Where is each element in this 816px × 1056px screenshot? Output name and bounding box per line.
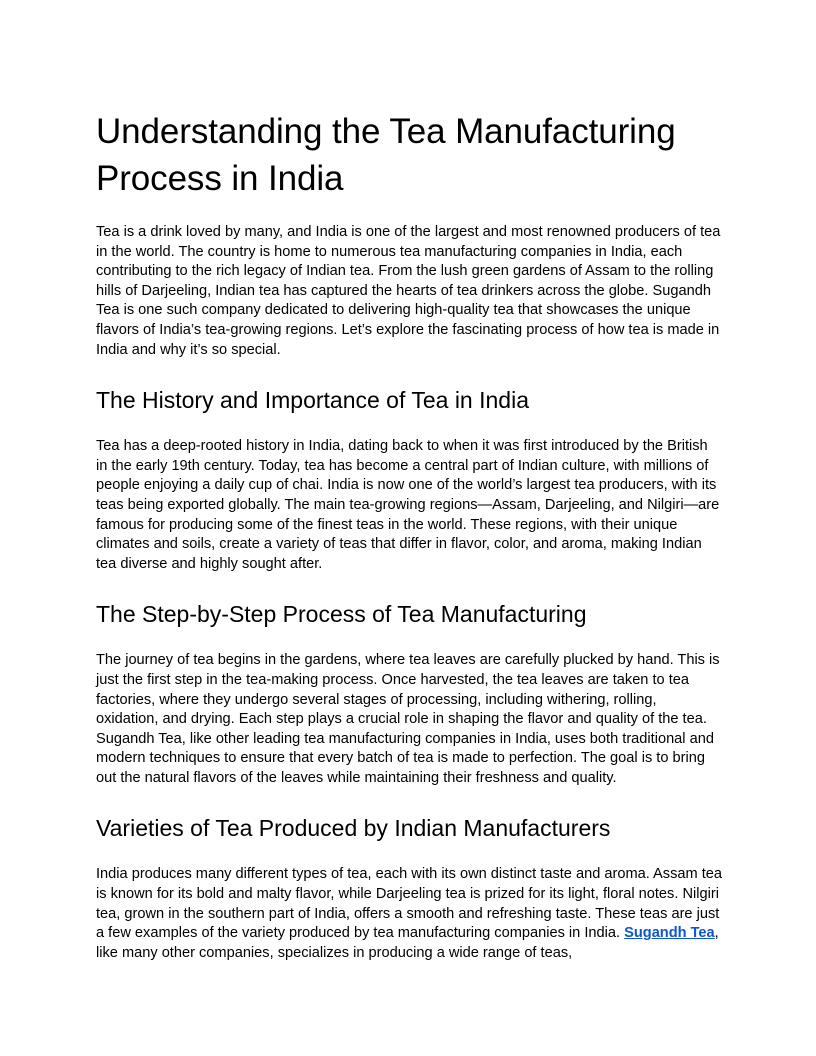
document-page xyxy=(96,108,722,963)
varieties-body-text: India produces many different types of tea, each with its own distinct taste and aroma. Assam tea is known for its bold and malty flavor, while Darjeeling tea is prized for its light, floral notes. Nilgiri tea, grown in the southern part of India, offers a smooth and refreshing taste. These teas are just a few examples of the variety produced by tea manufacturing companies in India. xyxy=(96,866,722,942)
section-heading-history: The History and Importance of Tea in India xyxy=(96,387,529,414)
section-body-varieties xyxy=(96,865,722,963)
section-heading-varieties: Varieties of Tea Produced by Indian Manufacturers xyxy=(96,815,611,842)
sugandh-tea-link[interactable]: Sugandh Tea xyxy=(624,925,715,942)
document-title: Understanding the Tea Manufacturing Process in India xyxy=(96,112,676,198)
varieties-after-link-text: , like many other companies, specializes in producing a wide range of teas, xyxy=(96,925,719,961)
section-heading-process: The Step-by-Step Process of Tea Manufacturing xyxy=(96,601,587,628)
section-body-history: Tea has a deep-rooted history in India, dating back to when it was first introduced by the British in the early 19th century. Today, tea has become a central part of Indian culture, with millions of people enjoying a daily cup of chai. India is now one of the world’s largest tea producers, with its teas being exported globally. The main tea-growing regions—Assam, Darjeeling, and Nilgiri—are famous for producing some of the finest teas in the world. These regions, with their unique climates and soils, create a variety of teas that differ in flavor, color, and aroma, making Indian tea diverse and highly sought after. xyxy=(96,438,720,572)
intro-paragraph: Tea is a drink loved by many, and India is one of the largest and most renowned producers of tea in the world. The country is home to numerous tea manufacturing companies in India, each contributing to the rich legacy of Indian tea. From the lush green gardens of Assam to the rolling hills of Darjeeling, Indian tea has captured the hearts of tea drinkers across the globe. Sugandh Tea is one such company dedicated to delivering high-quality tea that showcases the unique flavors of India’s tea-growing regions. Let’s explore the fascinating process of how tea is made in India and why it’s so special. xyxy=(96,224,721,358)
section-body-process: The journey of tea begins in the gardens, where tea leaves are carefully plucked by hand. This is just the first step in the tea-making process. Once harvested, the tea leaves are taken to tea factories, where they undergo several stages of processing, including withering, rolling, oxidation, and drying. Each step plays a crucial role in shaping the flavor and quality of the tea. Sugandh Tea, like other leading tea manufacturing companies in India, uses both traditional and modern techniques to ensure that every batch of tea is made to perfection. The goal is to bring out the natural flavors of the leaves while maintaining their freshness and quality. xyxy=(96,652,720,786)
